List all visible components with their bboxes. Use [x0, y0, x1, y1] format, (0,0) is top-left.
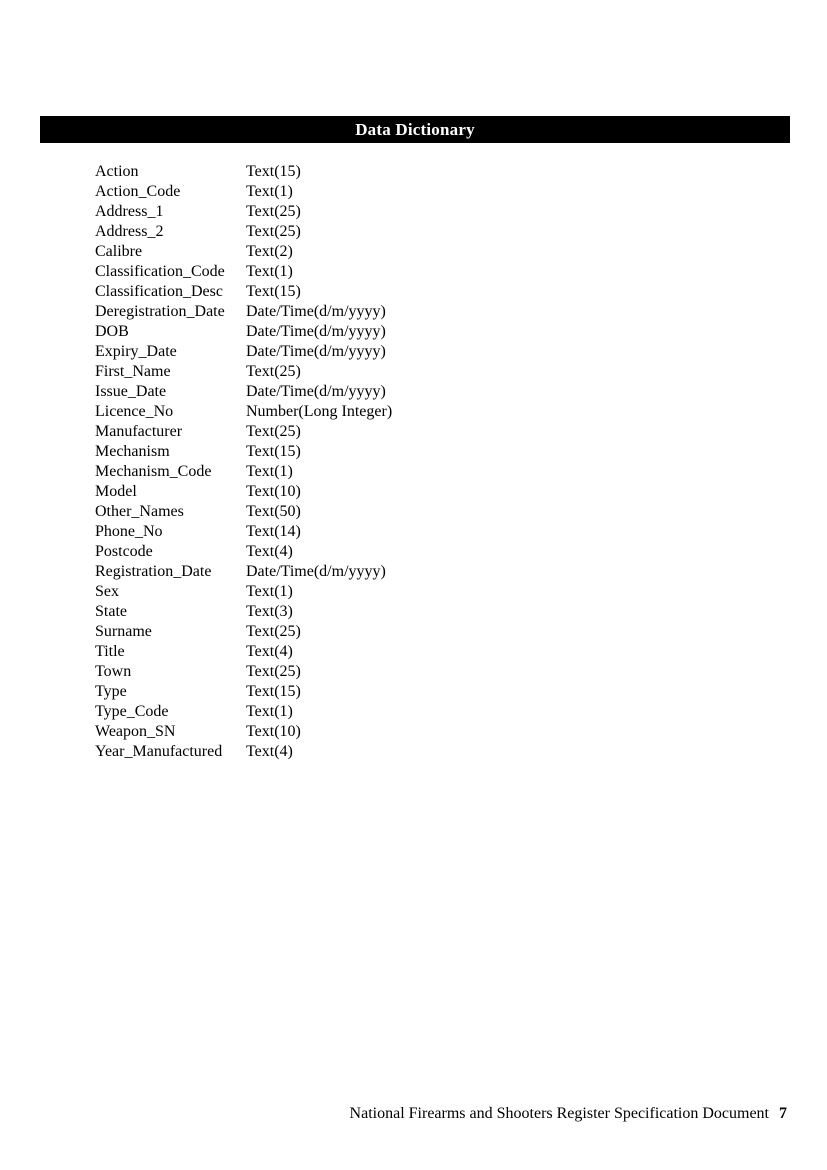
field-name: Surname	[95, 623, 152, 640]
dictionary-row	[95, 342, 392, 362]
field-type: Text(10)	[246, 723, 301, 740]
field-type: Date/Time(d/m/yyyy)	[246, 343, 386, 360]
dictionary-row	[95, 302, 392, 322]
field-name: Mechanism	[95, 443, 170, 460]
dictionary-row	[95, 422, 392, 442]
dictionary-row	[95, 642, 392, 662]
page-number: 7	[779, 1105, 787, 1122]
field-type: Text(25)	[246, 223, 301, 240]
field-name: Model	[95, 483, 137, 500]
dictionary-row	[95, 662, 392, 682]
field-type: Date/Time(d/m/yyyy)	[246, 303, 386, 320]
dictionary-row	[95, 462, 392, 482]
field-type: Text(15)	[246, 443, 301, 460]
field-name: Title	[95, 643, 125, 660]
field-type: Text(14)	[246, 523, 301, 540]
dictionary-row	[95, 402, 392, 422]
field-name: Phone_No	[95, 523, 163, 540]
dictionary-row	[95, 362, 392, 382]
field-name: Town	[95, 663, 132, 680]
field-name: Action	[95, 163, 139, 180]
dictionary-row	[95, 702, 392, 722]
dictionary-row	[95, 222, 392, 242]
dictionary-row	[95, 522, 392, 542]
section-title: Data Dictionary	[355, 119, 475, 139]
field-name: Address_2	[95, 223, 164, 240]
field-name: Action_Code	[95, 183, 181, 200]
field-name: Issue_Date	[95, 383, 167, 400]
dictionary-row	[95, 182, 392, 202]
field-name: Address_1	[95, 203, 164, 220]
field-name: Sex	[95, 583, 119, 600]
field-type: Text(4)	[246, 743, 293, 760]
field-name: Other_Names	[95, 503, 184, 520]
dictionary-row	[95, 242, 392, 262]
dictionary-row	[95, 562, 392, 582]
field-type: Text(1)	[246, 263, 293, 280]
dictionary-row	[95, 162, 392, 182]
field-name: Manufacturer	[95, 423, 183, 440]
data-dictionary-list	[95, 162, 392, 762]
field-type: Number(Long Integer)	[246, 403, 393, 420]
section-header	[40, 116, 790, 143]
field-type: Text(25)	[246, 203, 301, 220]
field-type: Text(1)	[246, 183, 293, 200]
field-type: Text(4)	[246, 543, 293, 560]
field-type: Text(15)	[246, 683, 301, 700]
page-footer	[350, 1105, 787, 1123]
dictionary-row	[95, 742, 392, 762]
field-type: Text(10)	[246, 483, 301, 500]
field-type: Text(1)	[246, 583, 293, 600]
dictionary-row	[95, 442, 392, 462]
field-name: First_Name	[95, 363, 171, 380]
field-name: Year_Manufactured	[95, 743, 223, 760]
dictionary-row	[95, 502, 392, 522]
field-type: Date/Time(d/m/yyyy)	[246, 323, 386, 340]
field-name: Weapon_SN	[95, 723, 176, 740]
footer-document-title: National Firearms and Shooters Register Specification Document	[349, 1105, 769, 1122]
field-name: Classification_Desc	[95, 283, 223, 300]
field-type: Text(15)	[246, 283, 301, 300]
dictionary-row	[95, 722, 392, 742]
field-name: Postcode	[95, 543, 153, 560]
field-name: Calibre	[95, 243, 143, 260]
dictionary-row	[95, 582, 392, 602]
dictionary-row	[95, 602, 392, 622]
dictionary-row	[95, 202, 392, 222]
field-name: DOB	[95, 323, 129, 340]
field-name: State	[95, 603, 127, 620]
dictionary-row	[95, 542, 392, 562]
field-name: Expiry_Date	[95, 343, 177, 360]
field-type: Text(25)	[246, 423, 301, 440]
field-type: Text(15)	[246, 163, 301, 180]
field-name: Deregistration_Date	[95, 303, 225, 320]
field-name: Mechanism_Code	[95, 463, 212, 480]
field-name: Registration_Date	[95, 563, 212, 580]
dictionary-row	[95, 262, 392, 282]
field-name: Licence_No	[95, 403, 174, 420]
field-name: Type	[95, 683, 127, 700]
dictionary-row	[95, 382, 392, 402]
field-type: Date/Time(d/m/yyyy)	[246, 563, 386, 580]
field-type: Text(3)	[246, 603, 293, 620]
field-type: Text(2)	[246, 243, 293, 260]
field-name: Type_Code	[95, 703, 169, 720]
dictionary-row	[95, 622, 392, 642]
dictionary-row	[95, 322, 392, 342]
field-type: Text(4)	[246, 643, 293, 660]
dictionary-row	[95, 282, 392, 302]
field-type: Text(25)	[246, 623, 301, 640]
dictionary-row	[95, 682, 392, 702]
dictionary-row	[95, 482, 392, 502]
field-name: Classification_Code	[95, 263, 225, 280]
field-type: Date/Time(d/m/yyyy)	[246, 383, 386, 400]
field-type: Text(50)	[246, 503, 301, 520]
field-type: Text(25)	[246, 363, 301, 380]
field-type: Text(1)	[246, 463, 293, 480]
field-type: Text(25)	[246, 663, 301, 680]
field-type: Text(1)	[246, 703, 293, 720]
